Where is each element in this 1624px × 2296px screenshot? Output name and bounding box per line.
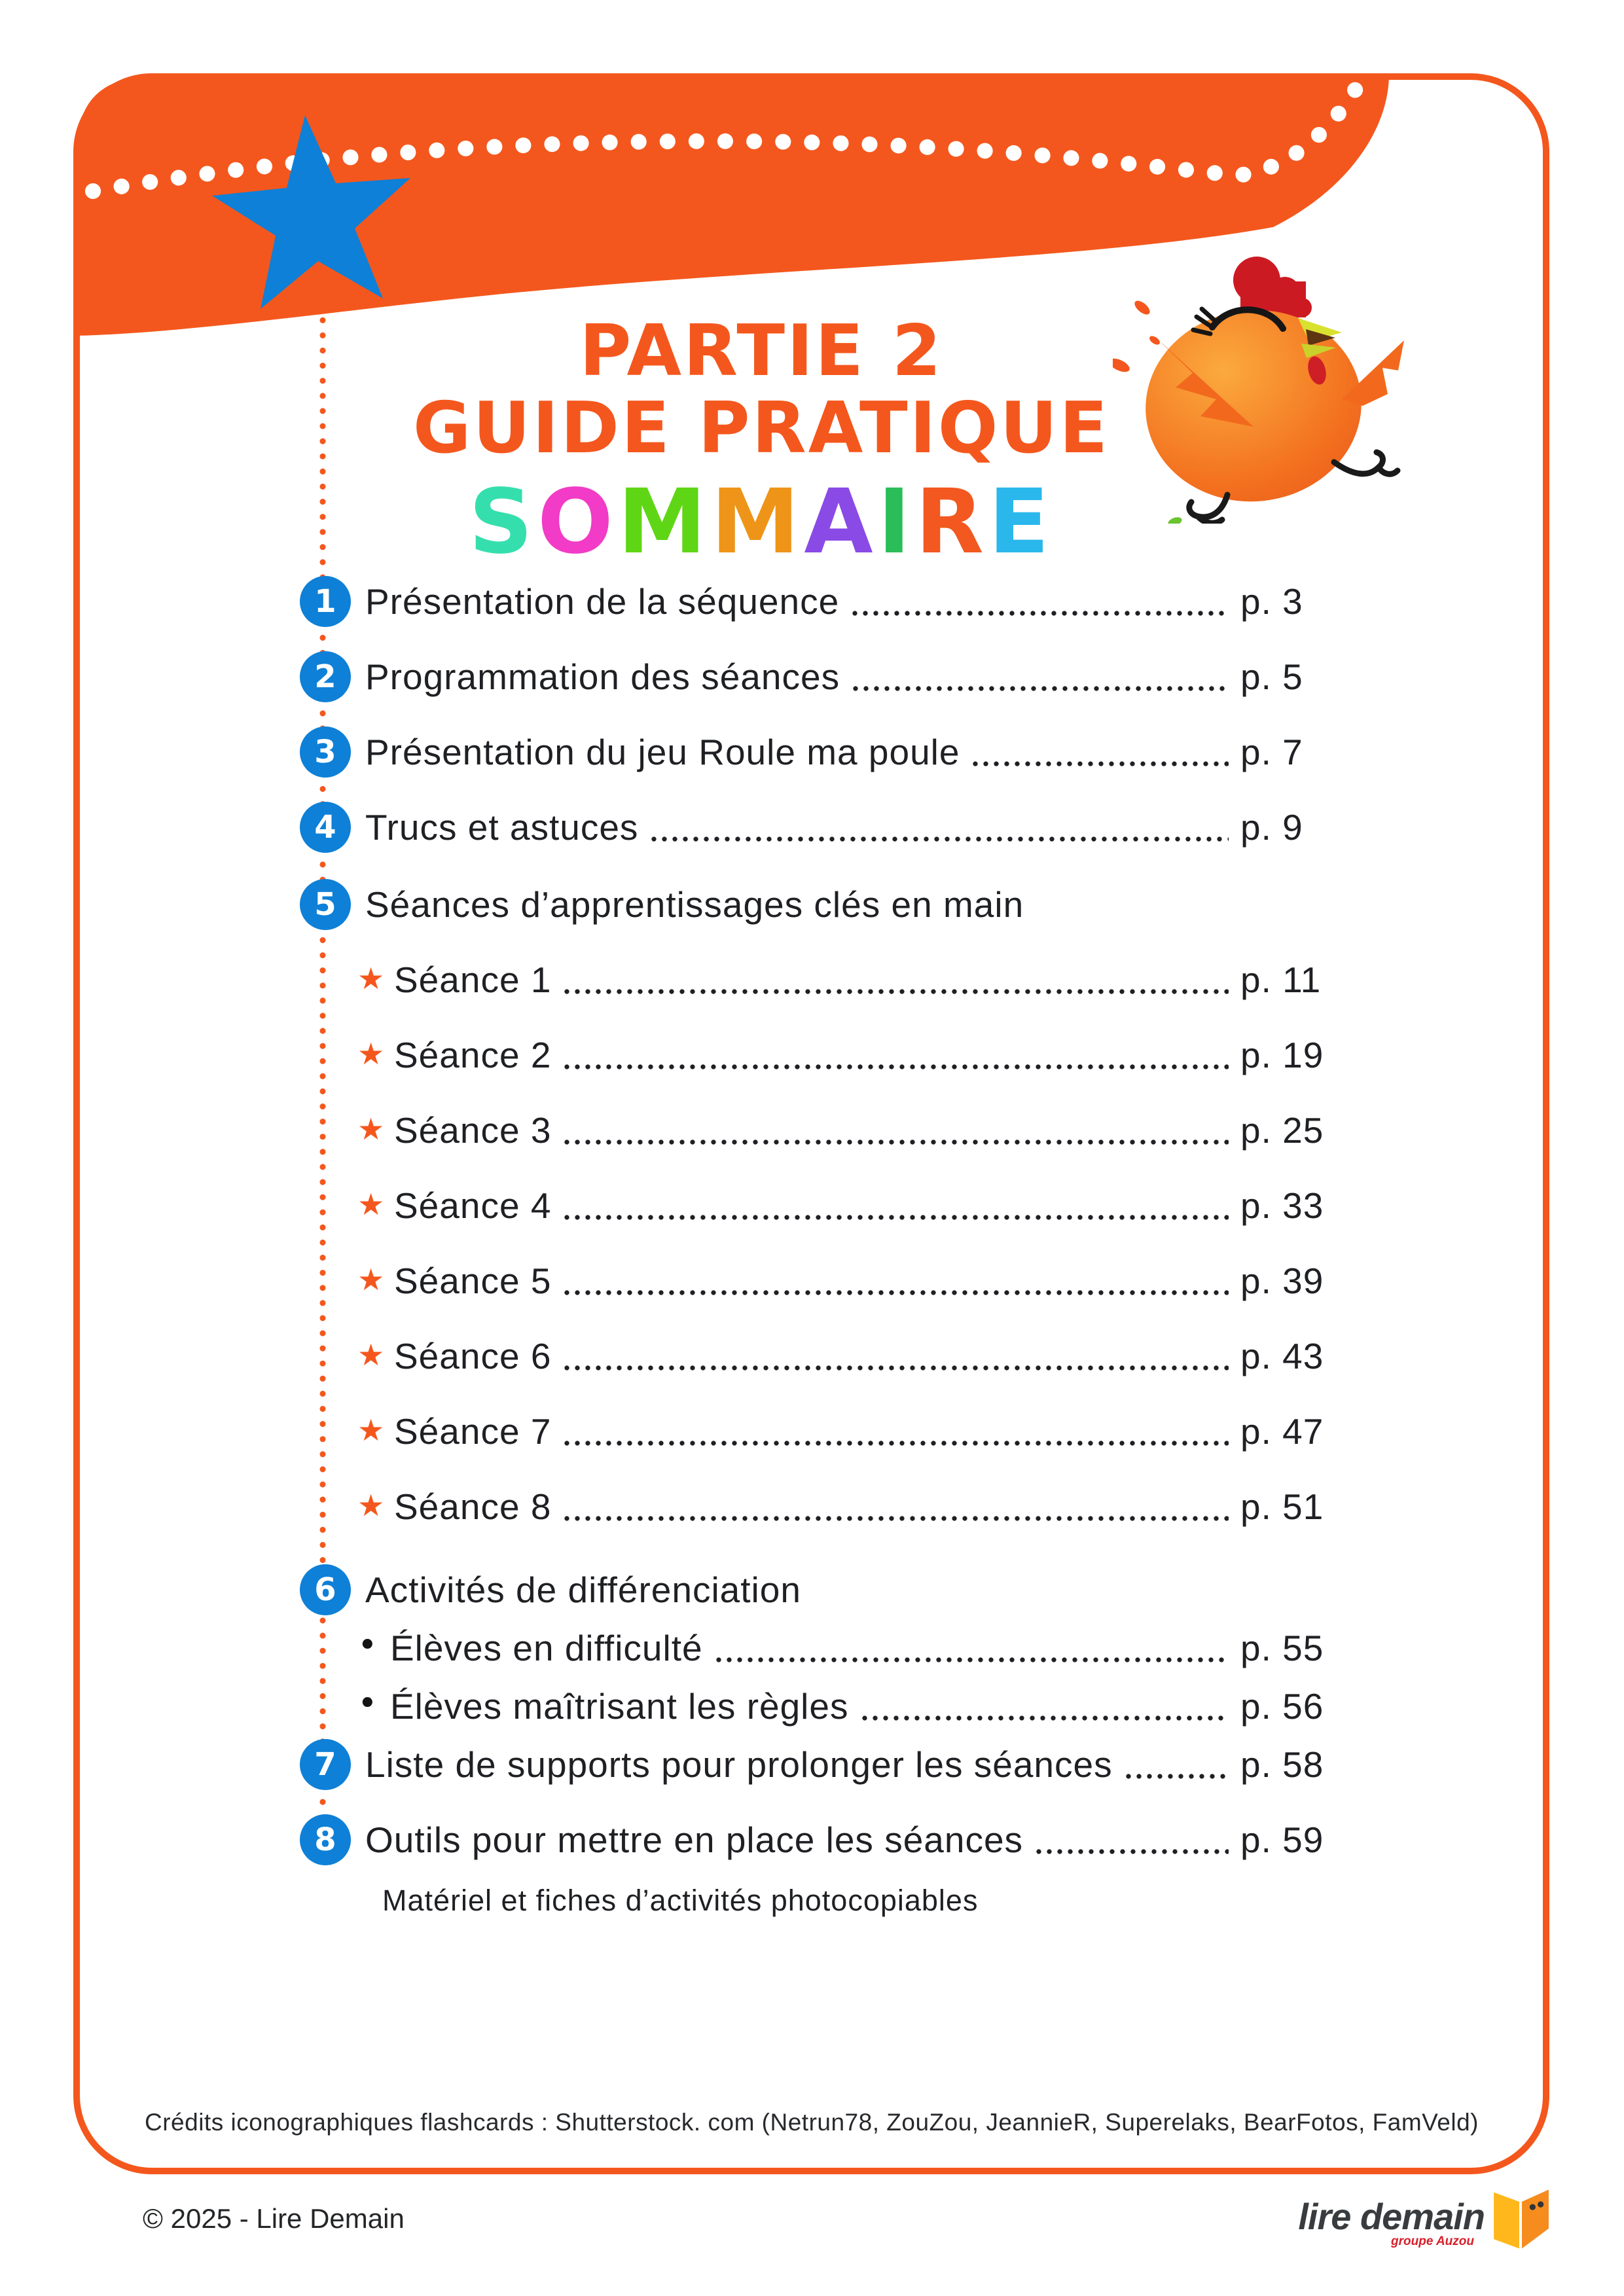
dotted-leader xyxy=(850,685,1229,692)
toc-entry-label: Élèves maîtrisant les règles xyxy=(390,1686,849,1727)
toc-page-number: p. 59 xyxy=(1240,1820,1324,1860)
sommaire-letter: O xyxy=(537,471,618,574)
dotted-leader xyxy=(562,1064,1229,1070)
sommaire-title xyxy=(272,471,1250,574)
toc-entry-label: Séance 8 xyxy=(394,1486,552,1527)
toc-page-number: p. 7 xyxy=(1240,732,1303,772)
star-bullet-icon: ★ xyxy=(357,1111,385,1147)
dotted-leader xyxy=(850,610,1229,617)
toc-entry-label: Séance 2 xyxy=(394,1035,552,1075)
dotted-leader xyxy=(649,836,1229,842)
sommaire-letter: E xyxy=(988,471,1054,574)
toc-page-number: p. 58 xyxy=(1240,1744,1324,1785)
item-number-badge: 8 xyxy=(300,1814,351,1865)
publisher-logo xyxy=(1263,2186,1551,2265)
toc-row xyxy=(300,950,1332,1009)
toc-page-number: p. 43 xyxy=(1240,1336,1324,1376)
item-number-badge: 6 xyxy=(300,1564,351,1615)
toc-entry-label: Présentation de la séquence xyxy=(365,581,840,622)
toc-entry-label: Séance 1 xyxy=(394,960,552,1000)
dotted-leader xyxy=(562,1214,1229,1221)
toc-entry-label: Séances d’apprentissages clés en main xyxy=(365,884,1024,925)
item-number-badge: 1 xyxy=(300,576,351,627)
sommaire-letter: M xyxy=(711,471,804,574)
toc-row xyxy=(300,1327,1332,1386)
toc-row xyxy=(300,1026,1332,1085)
toc-row xyxy=(300,1677,1332,1736)
part-subtitle: GUIDE PRATIQUE xyxy=(412,387,1110,469)
star-bullet-icon: ★ xyxy=(357,1036,385,1071)
toc-entry-label: Outils pour mettre en place les séances xyxy=(365,1820,1024,1860)
toc-page-number: p. 11 xyxy=(1240,960,1322,1000)
toc-row xyxy=(300,1251,1332,1310)
dot-bullet-icon: • xyxy=(357,1626,378,1665)
dotted-leader xyxy=(713,1657,1229,1663)
toc-entry-label: Séance 6 xyxy=(394,1336,552,1376)
toc-row xyxy=(300,1810,1332,1869)
toc-entry-label: Séance 4 xyxy=(394,1185,552,1226)
star-bullet-icon: ★ xyxy=(357,1337,385,1372)
toc-row xyxy=(300,647,1332,706)
toc-row xyxy=(300,1477,1332,1536)
toc-page-number: p. 9 xyxy=(1240,807,1303,848)
dotted-leader xyxy=(562,1139,1229,1145)
star-bullet-icon: ★ xyxy=(357,961,385,996)
sommaire-letter: S xyxy=(469,471,538,574)
title-block xyxy=(272,310,1250,574)
item-number-badge: 7 xyxy=(300,1739,351,1790)
item-number-badge: 5 xyxy=(300,879,351,930)
toc-page-number: p. 33 xyxy=(1240,1185,1324,1226)
item-number-badge: 4 xyxy=(300,802,351,853)
toc-entry-label: Activités de différenciation xyxy=(365,1570,801,1610)
toc-entry-label: Présentation du jeu Roule ma poule xyxy=(365,732,960,772)
toc-entry-label: Trucs et astuces xyxy=(365,807,639,848)
toc-entry-label: Séance 7 xyxy=(394,1411,552,1452)
dotted-leader xyxy=(1123,1773,1229,1780)
sommaire-letter: I xyxy=(877,471,916,574)
toc-row xyxy=(300,1101,1332,1160)
item-number-badge: 3 xyxy=(300,726,351,778)
toc-note: Matériel et fiches d’activités photocopiables xyxy=(382,1884,979,1917)
item-number-badge: 2 xyxy=(300,651,351,702)
sommaire-letter: M xyxy=(617,471,712,574)
toc-row xyxy=(300,875,1332,934)
toc-row xyxy=(300,1735,1332,1794)
star-bullet-icon: ★ xyxy=(357,1262,385,1297)
dotted-leader xyxy=(562,988,1229,995)
toc-row xyxy=(300,1619,1332,1677)
dotted-leader xyxy=(562,1289,1229,1296)
toc-page-number: p. 56 xyxy=(1240,1686,1324,1727)
star-bullet-icon: ★ xyxy=(357,1187,385,1222)
toc-page-number: p. 55 xyxy=(1240,1628,1324,1668)
toc-page-number: p. 19 xyxy=(1240,1035,1324,1075)
toc-page-number: p. 3 xyxy=(1240,581,1303,622)
toc-entry-label: Liste de supports pour prolonger les séances xyxy=(365,1744,1113,1785)
dotted-leader xyxy=(970,761,1229,767)
toc-entry-label: Programmation des séances xyxy=(365,656,840,697)
sommaire-letter: R xyxy=(915,471,988,574)
toc-entry-label: Séance 3 xyxy=(394,1110,552,1151)
dotted-leader xyxy=(1034,1848,1229,1855)
dotted-leader xyxy=(562,1440,1229,1446)
star-bullet-icon: ★ xyxy=(357,1412,385,1448)
toc-page-number: p. 47 xyxy=(1240,1411,1324,1452)
toc-row xyxy=(300,1176,1332,1235)
credits-line: Crédits iconographiques flashcards : Shutterstock. com (Netrun78, ZouZou, JeannieR, Superelaks, BearFotos, FamVeld) xyxy=(145,2109,1479,2136)
toc-page-number: p. 25 xyxy=(1240,1110,1324,1151)
toc-row xyxy=(300,1560,1332,1619)
open-book-icon xyxy=(1491,2186,1551,2251)
toc-row xyxy=(300,1402,1332,1461)
logo-brand-text: lire demain xyxy=(1298,2196,1485,2237)
dotted-leader xyxy=(562,1515,1229,1522)
sommaire-letter: A xyxy=(804,471,878,574)
part-title: PARTIE 2 xyxy=(579,310,943,392)
toc-page-number: p. 39 xyxy=(1240,1261,1324,1301)
toc-row xyxy=(300,798,1332,857)
dotted-leader xyxy=(859,1715,1229,1721)
copyright-line: © 2025 - Lire Demain xyxy=(143,2203,405,2234)
toc-row xyxy=(300,572,1332,631)
star-bullet-icon: ★ xyxy=(357,1488,385,1523)
dot-bullet-icon: • xyxy=(357,1684,378,1723)
toc-entry-label: Élèves en difficulté xyxy=(390,1628,703,1668)
toc-entry-label: Séance 5 xyxy=(394,1261,552,1301)
toc-page-number: p. 5 xyxy=(1240,656,1303,697)
logo-group-text: groupe Auzou xyxy=(1391,2234,1474,2248)
toc-row xyxy=(300,723,1332,781)
toc-page-number: p. 51 xyxy=(1240,1486,1324,1527)
dotted-leader xyxy=(562,1365,1229,1371)
